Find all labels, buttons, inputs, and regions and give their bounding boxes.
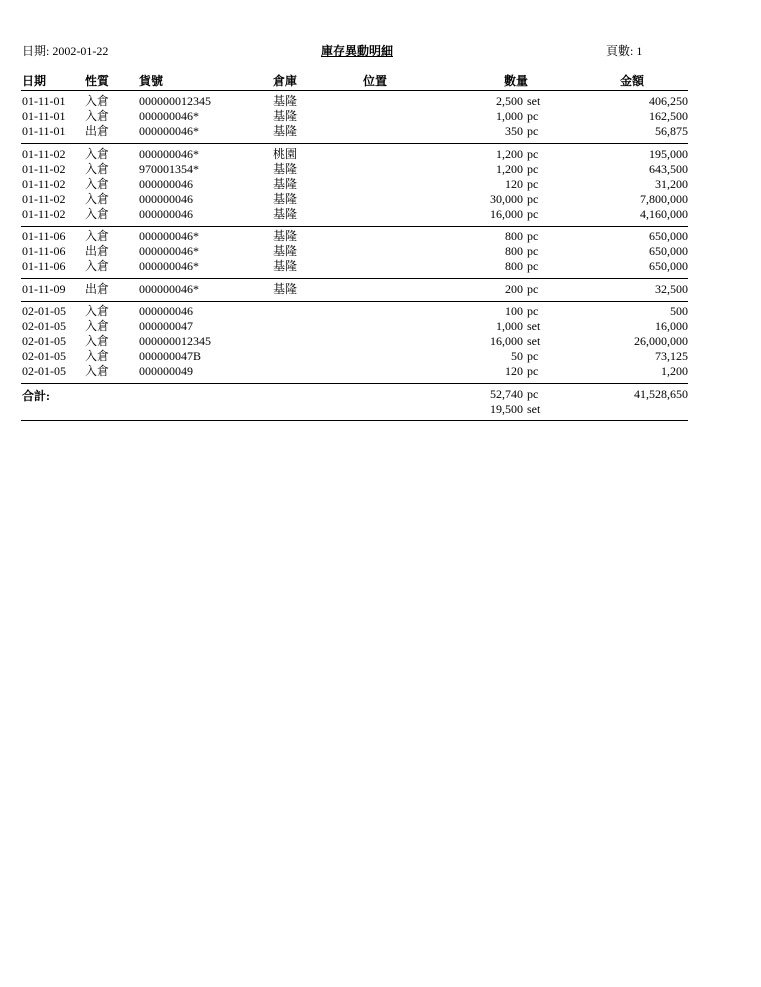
row-unit: pc (527, 147, 539, 161)
row-type: 入倉 (85, 207, 110, 221)
row-amount: 643,500 (649, 162, 688, 176)
row-amount: 406,250 (649, 94, 688, 108)
row-amount: 195,000 (649, 147, 688, 161)
row-date: 02-01-05 (22, 334, 66, 348)
row-type: 入倉 (85, 192, 110, 206)
row-unit: pc (527, 229, 539, 243)
row-date: 02-01-05 (22, 364, 66, 378)
header-divider (21, 90, 688, 91)
row-quantity: 2,500 (496, 94, 523, 108)
row-quantity: 1,200 (496, 162, 523, 176)
row-date: 01-11-02 (22, 177, 66, 191)
row-type: 入倉 (85, 94, 110, 108)
row-item-number: 000000046* (139, 147, 199, 161)
row-quantity: 800 (505, 244, 523, 258)
row-amount: 162,500 (649, 109, 688, 123)
row-warehouse: 基隆 (273, 109, 298, 123)
table-row (21, 109, 688, 124)
row-unit: pc (527, 244, 539, 258)
row-amount: 31,200 (655, 177, 688, 191)
page-number: 頁數: 1 (606, 44, 643, 58)
row-warehouse: 基隆 (273, 259, 298, 273)
group-divider (21, 301, 688, 302)
row-item-number: 970001354* (139, 162, 199, 176)
column-header-amount: 金額 (620, 74, 645, 88)
report-date: 日期: 2002-01-22 (22, 44, 109, 58)
row-item-number: 000000046 (139, 192, 193, 206)
table-row (21, 364, 688, 379)
row-item-number: 000000049 (139, 364, 193, 378)
row-warehouse: 基隆 (273, 282, 298, 296)
row-date: 01-11-02 (22, 207, 66, 221)
row-date: 01-11-06 (22, 244, 66, 258)
row-amount: 650,000 (649, 229, 688, 243)
row-type: 入倉 (85, 319, 110, 333)
total-quantity: 52,740 (490, 387, 523, 401)
row-amount: 73,125 (655, 349, 688, 363)
row-item-number: 000000046 (139, 207, 193, 221)
row-quantity: 350 (505, 124, 523, 138)
total-quantity: 19,500 (490, 402, 523, 416)
row-warehouse: 基隆 (273, 94, 298, 108)
row-amount: 16,000 (655, 319, 688, 333)
row-type: 入倉 (85, 229, 110, 243)
row-quantity: 120 (505, 364, 523, 378)
row-item-number: 000000046* (139, 259, 199, 273)
row-unit: pc (527, 162, 539, 176)
row-date: 01-11-06 (22, 229, 66, 243)
row-date: 01-11-01 (22, 109, 66, 123)
table-row (21, 94, 688, 109)
row-amount: 650,000 (649, 244, 688, 258)
row-date: 01-11-01 (22, 94, 66, 108)
row-unit: pc (527, 259, 539, 273)
row-amount: 4,160,000 (640, 207, 688, 221)
row-quantity: 1,200 (496, 147, 523, 161)
table-row (21, 229, 688, 244)
row-type: 入倉 (85, 364, 110, 378)
row-date: 01-11-06 (22, 259, 66, 273)
row-amount: 500 (670, 304, 688, 318)
row-date: 01-11-02 (22, 192, 66, 206)
row-unit: pc (527, 124, 539, 138)
row-item-number: 000000046* (139, 229, 199, 243)
row-date: 01-11-02 (22, 162, 66, 176)
table-row (21, 304, 688, 319)
table-row (21, 244, 688, 259)
row-type: 出倉 (85, 124, 110, 138)
total-label: 合計: (22, 389, 50, 403)
row-amount: 7,800,000 (640, 192, 688, 206)
row-date: 01-11-02 (22, 147, 66, 161)
row-item-number: 000000046* (139, 109, 199, 123)
table-row (21, 124, 688, 139)
row-unit: set (527, 334, 541, 348)
row-item-number: 000000047 (139, 319, 193, 333)
row-item-number: 000000012345 (139, 334, 211, 348)
row-item-number: 000000046 (139, 304, 193, 318)
row-item-number: 000000046* (139, 124, 199, 138)
row-type: 出倉 (85, 244, 110, 258)
row-warehouse: 基隆 (273, 192, 298, 206)
row-type: 入倉 (85, 109, 110, 123)
row-quantity: 1,000 (496, 109, 523, 123)
row-unit: pc (527, 177, 539, 191)
report-title: 庫存異動明細 (321, 44, 394, 58)
row-warehouse: 基隆 (273, 207, 298, 221)
row-type: 入倉 (85, 259, 110, 273)
table-row (21, 349, 688, 364)
table-row (21, 334, 688, 349)
row-warehouse: 基隆 (273, 229, 298, 243)
row-amount: 26,000,000 (634, 334, 688, 348)
row-quantity: 800 (505, 229, 523, 243)
row-item-number: 000000046 (139, 177, 193, 191)
column-header-date: 日期 (22, 74, 47, 88)
column-header-type: 性質 (85, 74, 110, 88)
group-divider (21, 143, 688, 144)
column-header-quantity: 數量 (504, 74, 529, 88)
row-quantity: 200 (505, 282, 523, 296)
row-unit: pc (527, 207, 539, 221)
row-type: 入倉 (85, 162, 110, 176)
row-type: 出倉 (85, 282, 110, 296)
row-unit: pc (527, 349, 539, 363)
row-type: 入倉 (85, 147, 110, 161)
total-amount: 41,528,650 (634, 387, 688, 401)
row-quantity: 1,000 (496, 319, 523, 333)
table-row (21, 282, 688, 297)
row-date: 01-11-01 (22, 124, 66, 138)
column-header-warehouse: 倉庫 (273, 74, 298, 88)
group-divider (21, 226, 688, 227)
row-unit: pc (527, 109, 539, 123)
row-unit: set (527, 319, 541, 333)
row-warehouse: 基隆 (273, 244, 298, 258)
row-date: 02-01-05 (22, 319, 66, 333)
row-amount: 56,875 (655, 124, 688, 138)
group-divider (21, 383, 688, 384)
table-row (21, 319, 688, 334)
row-quantity: 16,000 (490, 207, 523, 221)
row-warehouse: 基隆 (273, 162, 298, 176)
group-divider (21, 278, 688, 279)
row-unit: pc (527, 364, 539, 378)
table-row (21, 147, 688, 162)
row-type: 入倉 (85, 304, 110, 318)
row-quantity: 50 (511, 349, 523, 363)
row-amount: 32,500 (655, 282, 688, 296)
column-header-item: 貨號 (139, 74, 164, 88)
table-row (21, 192, 688, 207)
column-header-location: 位置 (363, 74, 388, 88)
total-unit: set (527, 402, 541, 416)
row-type: 入倉 (85, 334, 110, 348)
row-unit: pc (527, 192, 539, 206)
row-warehouse: 基隆 (273, 124, 298, 138)
row-quantity: 100 (505, 304, 523, 318)
row-item-number: 000000047B (139, 349, 202, 363)
table-row (21, 259, 688, 274)
row-unit: pc (527, 282, 539, 296)
report-end-divider (21, 420, 688, 421)
total-unit: pc (527, 387, 539, 401)
total-row (21, 402, 688, 417)
row-unit: set (527, 94, 541, 108)
row-type: 入倉 (85, 177, 110, 191)
row-item-number: 000000046* (139, 244, 199, 258)
row-warehouse: 桃園 (273, 147, 298, 161)
row-item-number: 000000012345 (139, 94, 211, 108)
total-row (21, 387, 688, 402)
row-quantity: 120 (505, 177, 523, 191)
row-quantity: 800 (505, 259, 523, 273)
table-row (21, 177, 688, 192)
row-item-number: 000000046* (139, 282, 199, 296)
row-date: 02-01-05 (22, 349, 66, 363)
row-unit: pc (527, 304, 539, 318)
row-date: 01-11-09 (22, 282, 66, 296)
row-date: 02-01-05 (22, 304, 66, 318)
table-row (21, 207, 688, 222)
row-quantity: 30,000 (490, 192, 523, 206)
row-amount: 650,000 (649, 259, 688, 273)
row-type: 入倉 (85, 349, 110, 363)
row-quantity: 16,000 (490, 334, 523, 348)
table-row (21, 162, 688, 177)
row-warehouse: 基隆 (273, 177, 298, 191)
row-amount: 1,200 (661, 364, 688, 378)
